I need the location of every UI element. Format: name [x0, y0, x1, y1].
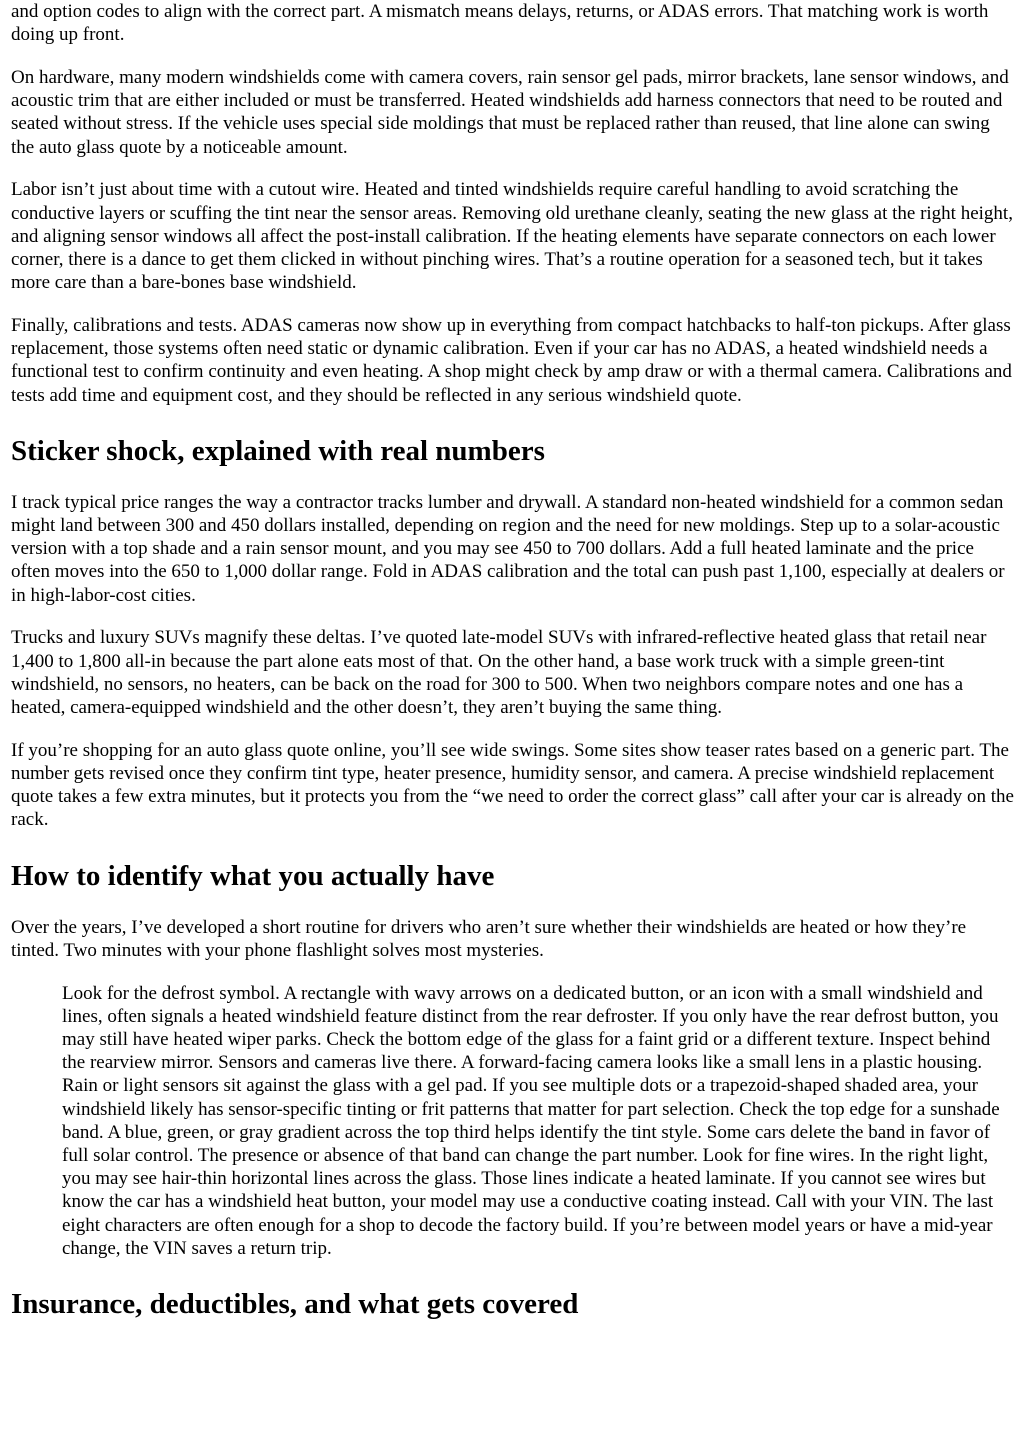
paragraph: Labor isn’t just about time with a cutout wire. Heated and tinted windshields require careful handling to avoid scratching the conductive layers or scuffing the tint near the sensor areas. Removing old urethane cleanly, seating the new glass at the right height, and aligning sensor windows all affect the post-install calibration. If the heating elements have separate connectors on each lower corner, there is a dance to get them clicked in without pinching wires. That’s a routine operation for a seasoned tech, but it takes more care than a bare-bones base windshield. — [11, 179, 1013, 294]
section-heading: Sticker shock, explained with real numbers — [11, 434, 545, 467]
paragraph: I track typical price ranges the way a contractor tracks lumber and drywall. A standard non-heated windshield for a common sedan might land between 300 and 450 dollars installed, depending on region and the need for new moldings. Step up to a solar-acoustic version with a top shade and a rain sensor mount, and you may see 450 to 700 dollars. Add a full heated laminate and the price often moves into the 650 to 1,000 dollar range. Fold in ADAS calibration and the total can push past 1,100, especially at dealers or in high-labor-cost cities. — [11, 491, 1005, 606]
checklist-quote — [62, 982, 1006, 1260]
quote-text: Look for the defrost symbol. A rectangle with wavy arrows on a dedicated button, or an icon with a small windshield and lines, often signals a heated windshield feature distinct from the rear defroster. If you only have the rear defrost button, you may still have heated wiper parks. Check the bottom edge of the glass for a faint grid or a different texture. Inspect behind the rearview mirror. Sensors and cameras live there. A forward-facing camera looks like a small lens in a plastic housing. Rain or light sensors sit against the glass with a gel pad. If you see multiple dots or a trapezoid-shaped shaded area, your windshield likely has sensor-specific tinting or frit patterns that matter for part selection. Check the top edge for a sunshade band. A blue, green, or gray gradient across the top third helps identify the tint style. Some cars delete the band in favor of full solar control. The presence or absence of that band can change the part number. Look for fine wires. In the right light, you may see hair-thin horizontal lines across the glass. Those lines indicate a heated laminate. If you cannot see wires but know the car has a windshield heat button, your model may use a conductive coating instead. Call with your VIN. The last eight characters are often enough for a shop to decode the factory build. If you’re between model years or have a mid-year change, the VIN saves a return trip. — [62, 982, 1000, 1259]
paragraph: If you’re shopping for an auto glass quote online, you’ll see wide swings. Some sites show teaser rates based on a generic part. The number gets revised once they confirm tint type, heater presence, humidity sensor, and camera. A precise windshield replacement quote takes a few extra minutes, but it protects you from the “we need to order the correct glass” call after your car is already on the rack. — [11, 739, 1014, 831]
paragraph: Finally, calibrations and tests. ADAS cameras now show up in everything from compact hatchbacks to half-ton pickups. After glass replacement, those systems often need static or dynamic calibration. Even if your car has no ADAS, a heated windshield needs a functional test to confirm continuity and even heating. A shop might check by amp draw or with a thermal camera. Calibrations and tests add time and equipment cost, and they should be reflected in any serious windshield quote. — [11, 315, 1012, 406]
paragraph: Trucks and luxury SUVs magnify these deltas. I’ve quoted late-model SUVs with infrared-reflective heated glass that retail near 1,400 to 1,800 all-in because the part alone eats most of that. On the other hand, a base work truck with a simple green-tint windshield, no sensors, no heaters, can be back on the road for 300 to 500. When two neighbors compare notes and one has a heated, camera-equipped windshield and the other doesn’t, they aren’t buying the same thing. — [11, 627, 987, 719]
section-heading: How to identify what you actually have — [11, 859, 495, 892]
section-heading: Insurance, deductibles, and what gets covered — [11, 1288, 579, 1321]
paragraph: and option codes to align with the correct part. A mismatch means delays, returns, or ADAS errors. That matching work is worth doing up front. — [11, 1, 989, 46]
paragraph: On hardware, many modern windshields come with camera covers, rain sensor gel pads, mirror brackets, lane sensor windows, and acoustic trim that are either included or must be transferred. Heated windshields add harness connectors that need to be routed and seated without stress. If the vehicle uses special side moldings that must be replaced rather than reused, that line alone can swing the auto glass quote by a noticeable amount. — [11, 67, 1009, 158]
paragraph: Over the years, I’ve developed a short routine for drivers who aren’t sure whether their windshields are heated or how they’re tinted. Two minutes with your phone flashlight solves most mysteries. — [11, 916, 967, 961]
